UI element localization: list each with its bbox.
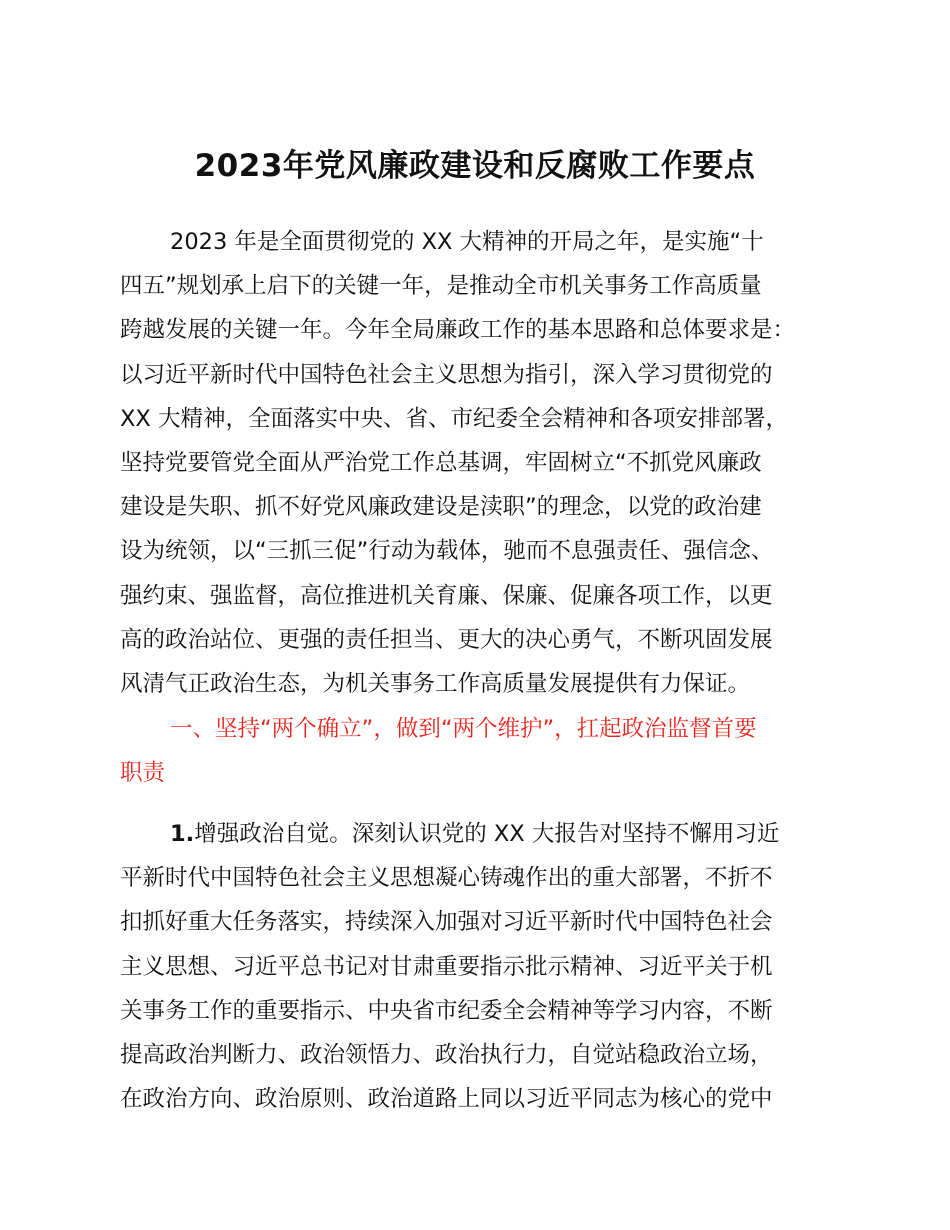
paragraph-line: 在政治方向、政治原则、政治道路上同以习近平同志为核心的党中 — [120, 1086, 773, 1113]
paragraph-line: 关事务工作的重要指示、中央省市纪委全会精神等学习内容，不断 — [120, 997, 773, 1024]
paragraph-line: 高的政治站位、更强的责任担当、更大的决心勇气，不断巩固发展 — [120, 626, 773, 653]
paragraph-line: 四五”规划承上启下的关键一年，是推动全市机关事务工作高质量 — [120, 273, 762, 300]
section-heading-line: 一、坚持“两个确立”，做到“两个维护”，扛起政治监督首要 — [170, 716, 757, 742]
paragraph-line: 设为统领，以“三抓三促”行动为载体，驰而不息强责任、强信念、 — [120, 538, 774, 565]
paragraph-line: 主义思想、习近平总书记对甘肃重要指示批示精神、习近平关于机 — [120, 953, 773, 980]
paragraph-line: 以习近平新时代中国特色社会主义思想为指引，深入学习贯彻党的 — [120, 361, 773, 388]
paragraph-line: 风清气正政治生态，为机关事务工作高质量发展提供有力保证。 — [120, 671, 751, 698]
paragraph-line: 坚持党要管党全面从严治党工作总基调，牢固树立“不抓党风廉政 — [120, 450, 762, 477]
paragraph-line: XX 大精神，全面落实中央、省、市纪委全会精神和各项安排部署， — [120, 405, 788, 432]
section-heading-line: 职责 — [120, 760, 166, 787]
item-paragraph — [120, 812, 842, 1121]
paragraph-line: 2023 年是全面贯彻党的 XX 大精神的开局之年，是实施“十 — [170, 229, 764, 255]
section-heading — [120, 707, 842, 795]
intro-paragraph — [120, 220, 842, 706]
paragraph-line: 扣抓好重大任务落实，持续深入加强对习近平新时代中国特色社会 — [120, 909, 773, 936]
paragraph-line: 建设是失职、抓不好党风廉政建设是渎职”的理念，以党的政治建 — [120, 494, 762, 521]
paragraph-line: 跨越发展的关键一年。今年全局廉政工作的基本思路和总体要求是： — [120, 317, 796, 344]
paragraph-line: 平新时代中国特色社会主义思想凝心铸魂作出的重大部署，不折不 — [120, 865, 773, 892]
item-first-line-text: 增强政治自觉。深刻认识党的 XX 大报告对坚持不懈用习近 — [194, 821, 780, 847]
paragraph-line: 提高政治判断力、政治领悟力、政治执行力，自觉站稳政治立场， — [120, 1042, 773, 1069]
item-number: 1. — [170, 821, 195, 847]
paragraph-line: 强约束、强监督，高位推进机关育廉、保廉、促廉各项工作，以更 — [120, 582, 773, 609]
item-first-line — [120, 812, 842, 856]
document-title: 2023年党风廉政建设和反腐败工作要点 — [194, 148, 756, 184]
